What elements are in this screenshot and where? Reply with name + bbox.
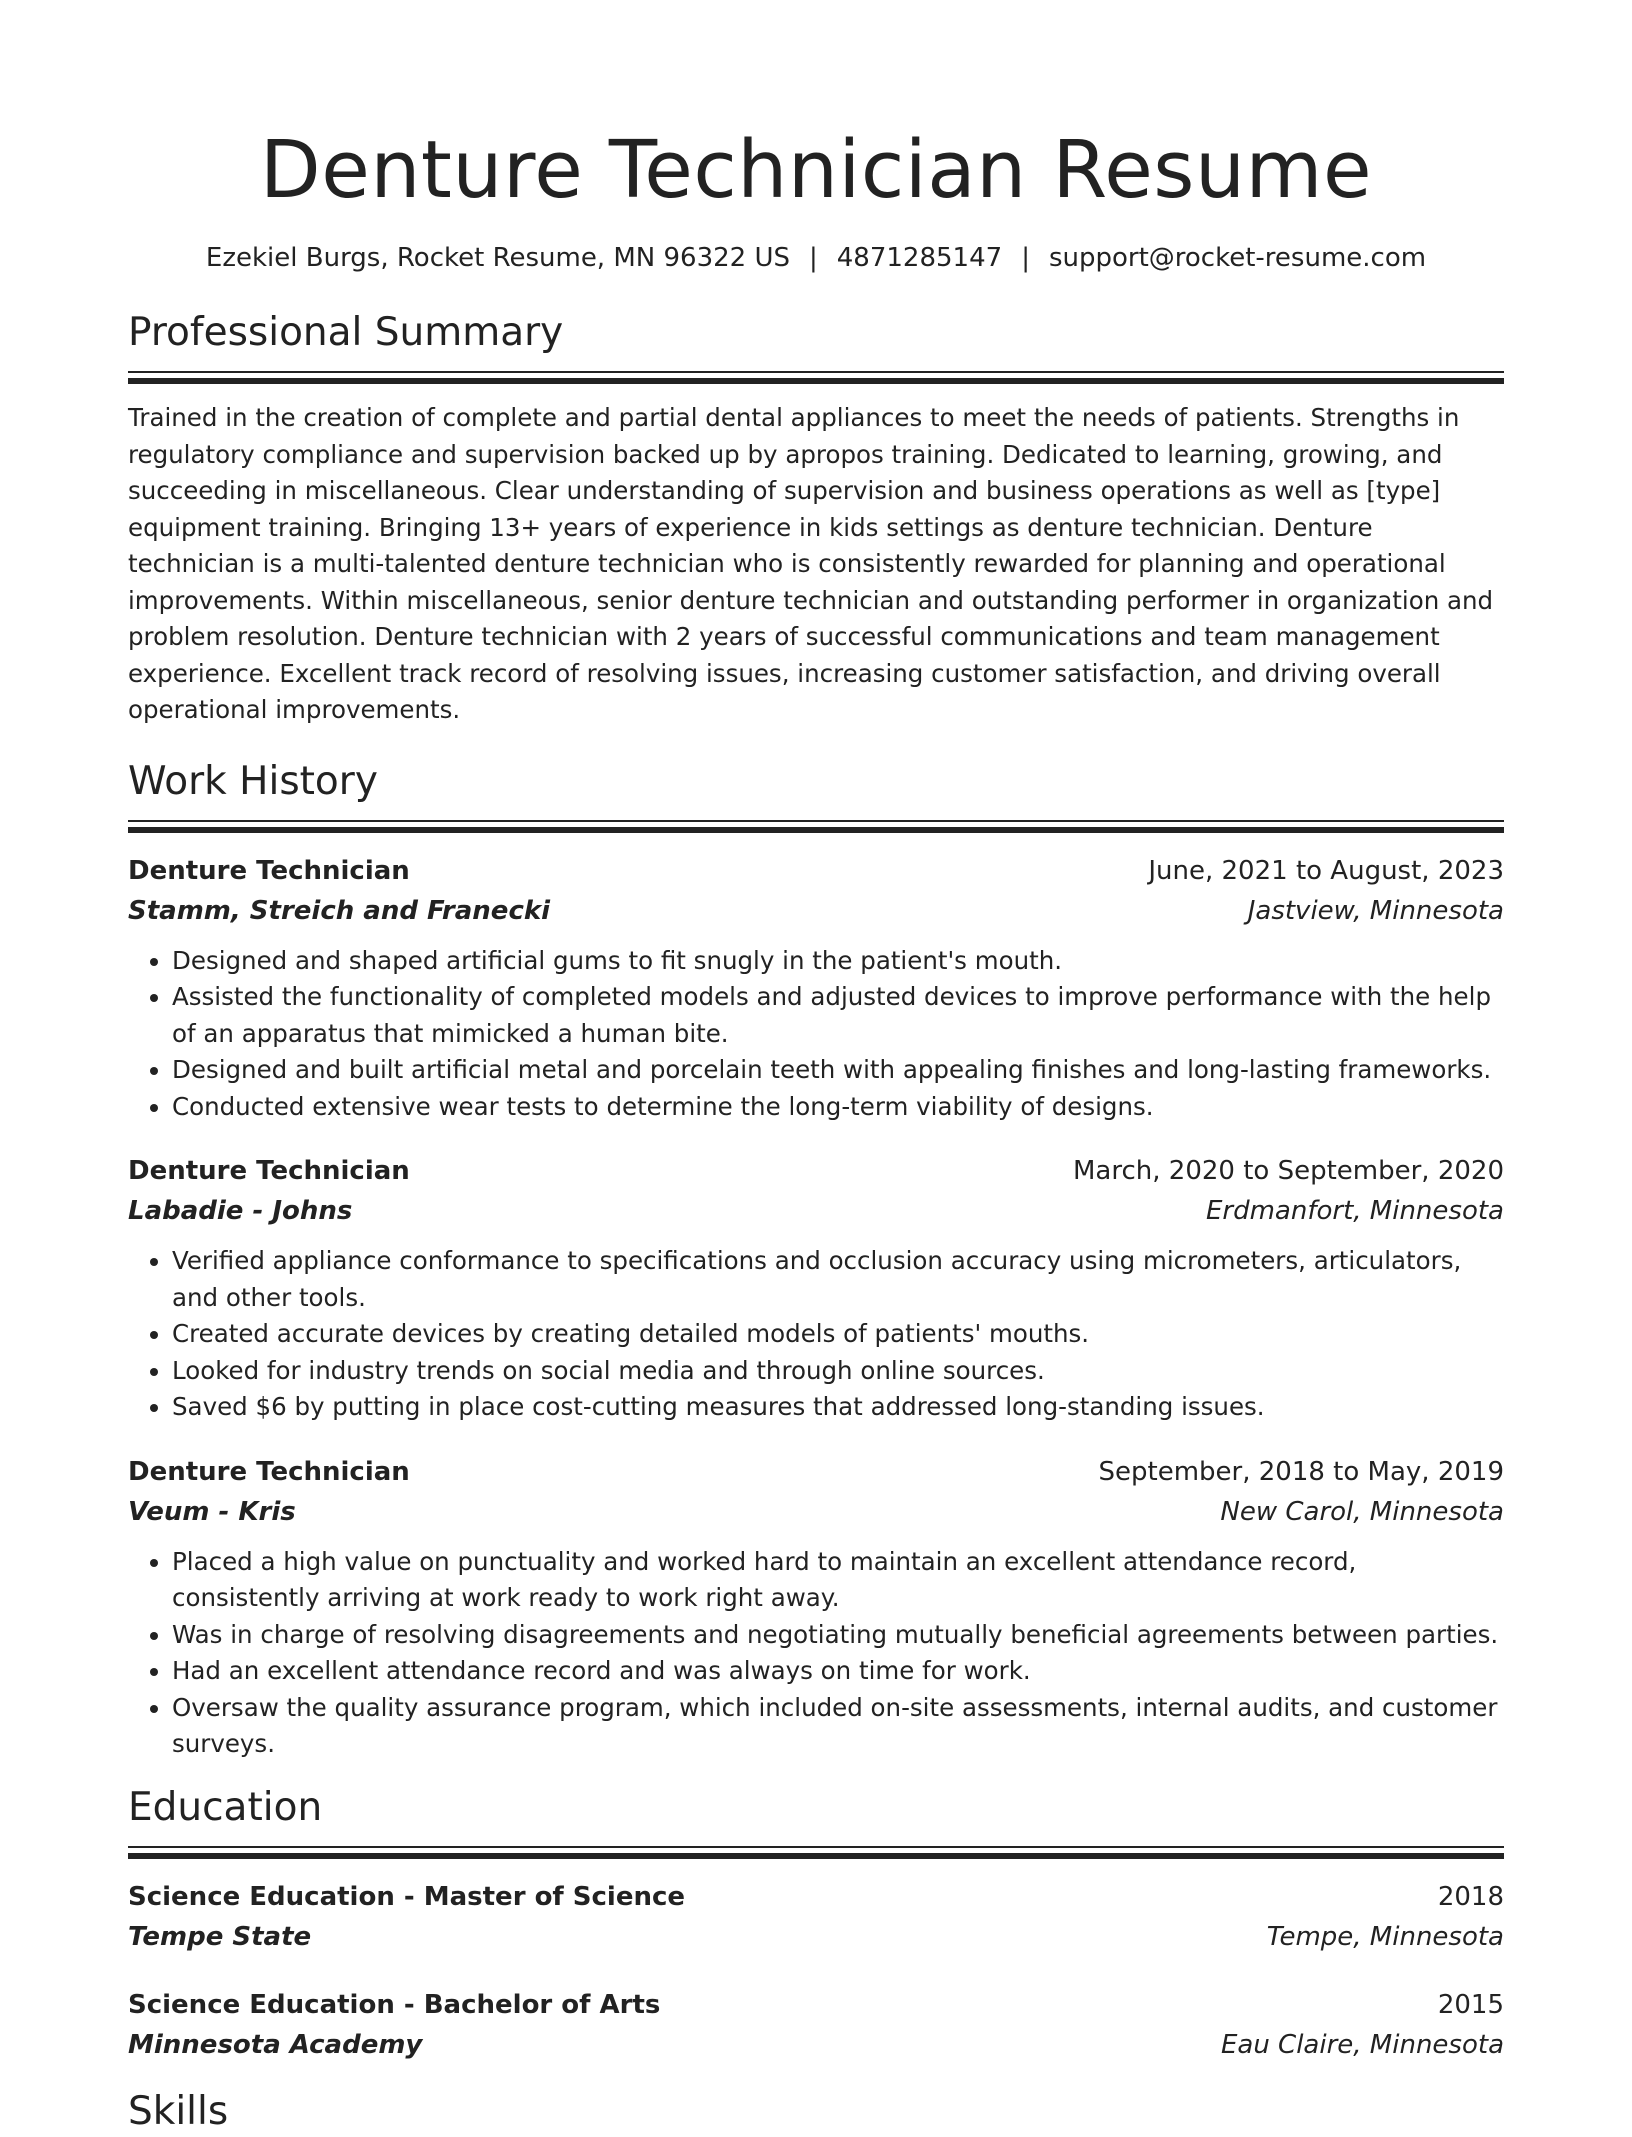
- job-header-row: [128, 1452, 1504, 1492]
- section-divider: [128, 1846, 1504, 1859]
- section-divider: [128, 820, 1504, 833]
- job-company: Veum - Kris: [128, 1496, 296, 1527]
- education-school-row: [128, 1917, 1504, 1957]
- job-dates: March, 2020 to September, 2020: [1073, 1156, 1504, 1186]
- job-bullet: • Designed and built artificial metal and porcelain teeth with appealing finishes and long-lasting frameworks.: [172, 1052, 1504, 1089]
- job-bullet: • Looked for industry trends on social media and through online sources.: [172, 1353, 1504, 1390]
- job-location: Erdmanfort, Minnesota: [1205, 1196, 1504, 1226]
- job-company-row: [128, 1191, 1504, 1231]
- education-year: 2015: [1437, 1989, 1504, 2020]
- contact-line: [128, 240, 1504, 276]
- job-header-row: [128, 851, 1504, 891]
- job-dates: June, 2021 to August, 2023: [1148, 855, 1504, 886]
- job-bullet: • Created accurate devices by creating detailed models of patients' mouths.: [172, 1316, 1504, 1353]
- education-location: Tempe, Minnesota: [1266, 1921, 1504, 1952]
- education-school: Tempe State: [128, 1921, 312, 1952]
- job-bullet: • Had an excellent attendance record and was always on time for work.: [172, 1653, 1504, 1690]
- job-title: Denture Technician: [128, 1456, 410, 1487]
- job-bullet: • Oversaw the quality assurance program, which included on-site assessments, internal audits, and customer surveys.: [172, 1690, 1504, 1763]
- summary-heading: Professional Summary: [128, 310, 564, 355]
- job-title: Denture Technician: [128, 855, 410, 886]
- summary-text: Trained in the creation of complete and partial dental appliances to meet the needs of patients. Strengths in regulatory compliance and supervision backed up by apropos training. Dedicated to learning, growing, and succeeding in miscellaneous. Clear understanding of supervision and business operations as well as [type] equipment training. Bringing 13+ years of experience in kids settings as denture technician. Denture technician is a multi-talented denture technician who is consistently rewarded for planning and operational improvements. Within miscellaneous, senior denture technician and outstanding performer in organization and problem resolution. Denture technician with 2 years of successful communications and team management experience. Excellent track record of resolving issues, increasing customer satisfaction, and driving overall operational improvements.: [128, 403, 1494, 724]
- education-degree: Science Education - Master of Science: [128, 1881, 686, 1912]
- job-bullets: [128, 943, 1504, 1126]
- job-company-row: [128, 1492, 1504, 1532]
- job-entry: [128, 1452, 1504, 1763]
- work-history-heading: Work History: [128, 758, 378, 804]
- job-bullet: • Placed a high value on punctuality and worked hard to maintain an excellent attendance record, consistently arriving at work ready to work right away.: [172, 1544, 1504, 1617]
- job-bullet: • Conducted extensive wear tests to determine the long-term viability of designs.: [172, 1089, 1504, 1126]
- job-location: Jastview, Minnesota: [1247, 895, 1504, 926]
- job-bullet: • Verified appliance conformance to specifications and occlusion accuracy using micrometers, articulators, and other tools.: [172, 1243, 1504, 1316]
- education-section: [128, 1783, 1504, 2065]
- job-bullet: • Was in charge of resolving disagreements and negotiating mutually beneficial agreements between parties.: [172, 1617, 1504, 1654]
- contact-phone: 4871285147: [836, 243, 1003, 273]
- job-entry: [128, 851, 1504, 1126]
- job-company: Stamm, Streich and Franecki: [128, 895, 551, 926]
- job-bullet: • Designed and shaped artificial gums to fit snugly in the patient's mouth.: [172, 943, 1504, 980]
- job-entry: [128, 1151, 1504, 1426]
- skills-heading: Skills: [128, 2088, 229, 2134]
- job-bullet: • Saved $6 by putting in place cost-cutting measures that addressed long-standing issues.: [172, 1389, 1504, 1426]
- education-header-row: [128, 1985, 1504, 2025]
- job-location: New Carol, Minnesota: [1220, 1496, 1504, 1527]
- job-title: Denture Technician: [128, 1156, 410, 1186]
- education-entry: [128, 1985, 1504, 2065]
- education-school-row: [128, 2025, 1504, 2065]
- work-history-section: [128, 757, 1504, 1763]
- job-bullets: [128, 1544, 1504, 1763]
- section-divider: [128, 371, 1504, 384]
- education-year: 2018: [1437, 1881, 1504, 1912]
- contact-email[interactable]: support@rocket-resume.com: [1048, 243, 1427, 273]
- education-heading: Education: [128, 1784, 323, 1830]
- job-header-row: [128, 1151, 1504, 1191]
- job-bullet: • Assisted the functionality of completed models and adjusted devices to improve performance with the help of an apparatus that mimicked a human bite.: [172, 979, 1504, 1052]
- job-company: Labadie - Johns: [128, 1196, 353, 1226]
- education-entry: [128, 1877, 1504, 1957]
- job-bullets: [128, 1243, 1504, 1426]
- education-school: Minnesota Academy: [128, 2029, 423, 2060]
- contact-address: Ezekiel Burgs, Rocket Resume, MN 96322 US: [205, 243, 790, 273]
- contact-separator: |: [1021, 243, 1030, 273]
- resume-title: Denture Technician Resume: [259, 124, 1373, 216]
- education-location: Eau Claire, Minnesota: [1220, 2029, 1504, 2060]
- job-company-row: [128, 891, 1504, 931]
- education-degree: Science Education - Bachelor of Arts: [128, 1989, 661, 2020]
- contact-separator: |: [809, 243, 818, 273]
- job-dates: September, 2018 to May, 2019: [1098, 1456, 1504, 1487]
- summary-section: [128, 308, 1504, 729]
- education-header-row: [128, 1877, 1504, 1917]
